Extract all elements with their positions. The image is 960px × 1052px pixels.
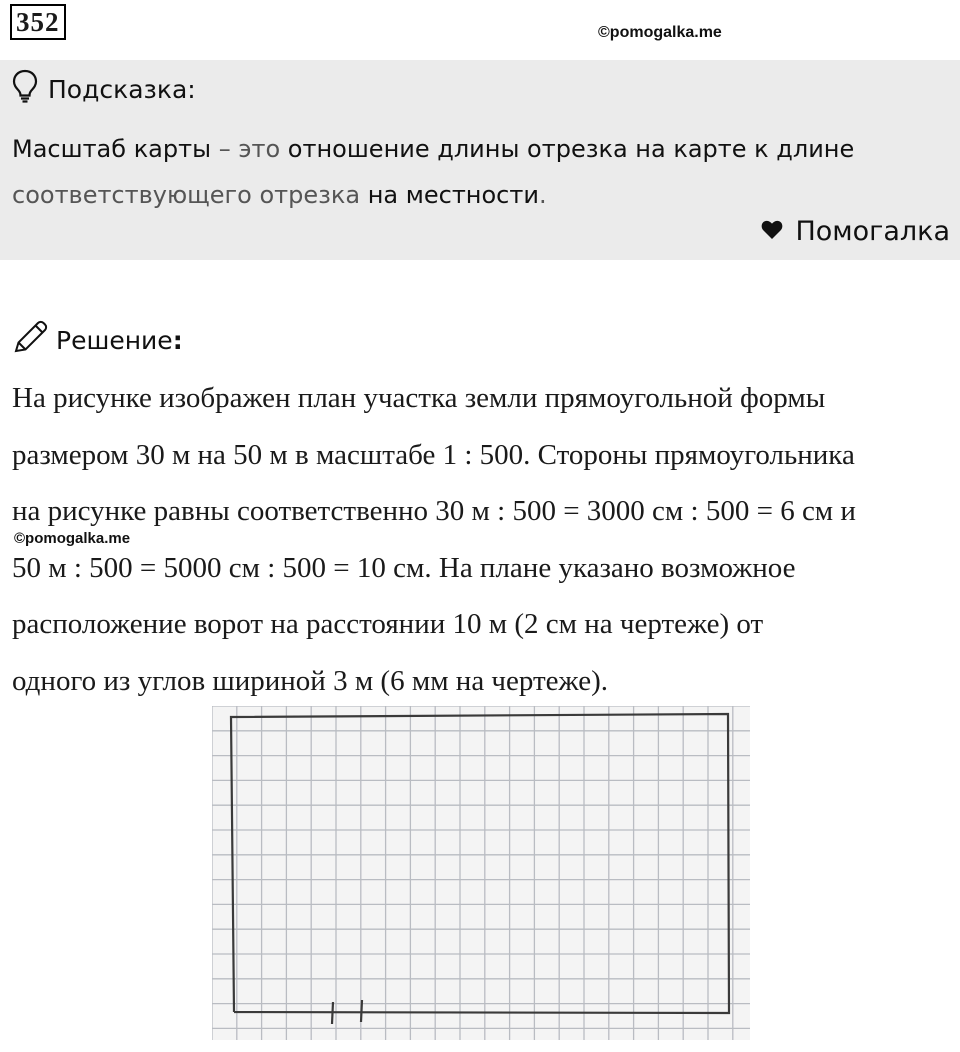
pencil-icon (12, 320, 50, 360)
hint-title-row (12, 72, 196, 106)
plan-svg (212, 706, 750, 1040)
watermark-top: ©pomogalka.me (598, 24, 722, 41)
solution-line: 50 м : 500 = 5000 см : 500 = 10 см. На плане указано возможное (12, 551, 796, 584)
heart-icon (761, 216, 783, 247)
hint-definition-cont: соответствующего отрезка (12, 181, 368, 209)
hint-term: Масштаб карты (12, 135, 212, 163)
hint-box (0, 60, 960, 260)
gate-mark-right (361, 1000, 362, 1022)
solution-line: На рисунке изображен план участка земли прямоугольной формы (12, 382, 826, 414)
solution-line: размером 30 м на 50 м в масштабе 1 : 500. Стороны прямоугольника (12, 438, 855, 471)
solution-line: на рисунке равны соответственно 30 м : 500 = 3000 см : 500 = 6 см и (12, 495, 856, 527)
signature-text: Помогалка (795, 216, 950, 247)
hint-text (12, 126, 947, 218)
hint-title: Подсказка: (48, 74, 196, 104)
solution-text (12, 370, 952, 709)
hint-signature (761, 216, 950, 247)
solution-title-row (12, 320, 183, 360)
solution-line: одного из углов шириной 3 м (6 мм на чертеже). (12, 664, 608, 697)
solution-title: Решение: (56, 325, 183, 355)
watermark-middle: ©pomogalka.me (14, 530, 131, 547)
plan-drawing (212, 706, 750, 1040)
solution-line: расположение ворот на расстоянии 10 м (2 см на чертеже) от (12, 608, 764, 640)
gate-mark-left (332, 1002, 333, 1024)
lightbulb-icon (12, 69, 38, 109)
hint-definition-bold: на местности (367, 181, 539, 209)
hint-period: . (538, 181, 547, 209)
task-number: 352 (10, 4, 66, 40)
hint-definition: отношение длины отрезка на карте к длине (287, 135, 855, 163)
hint-dash: – это (211, 135, 288, 163)
